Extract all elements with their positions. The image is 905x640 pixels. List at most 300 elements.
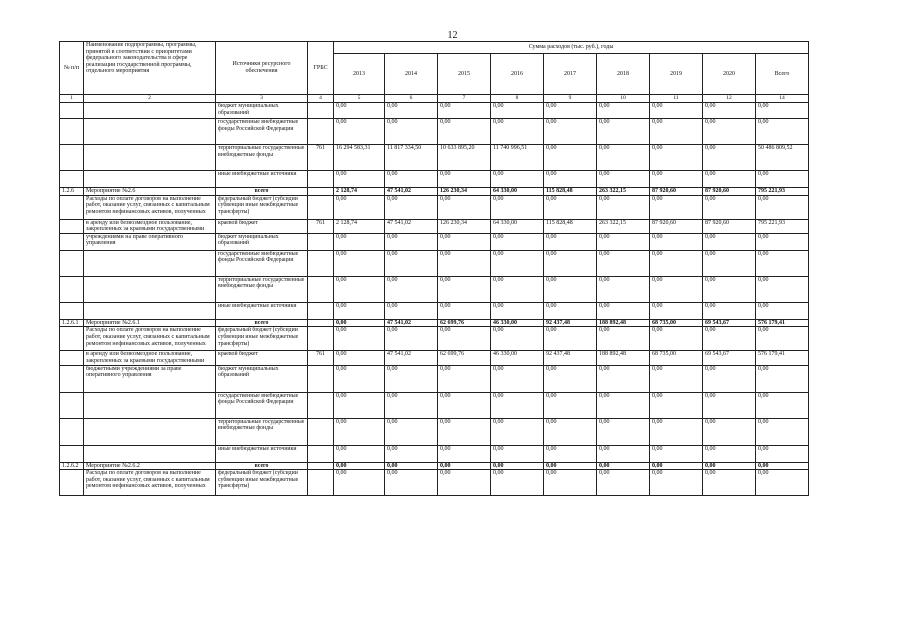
row-value: 0,00 [650,418,703,445]
row-value: 0,00 [650,462,703,470]
row-value: 0,00 [756,195,809,219]
row-value: 0,00 [650,195,703,219]
row-value: 0,00 [544,302,597,319]
row-name: Мероприятие №2.6 [84,188,216,196]
row-value: 0,00 [650,233,703,250]
row-source: государственные внебюджетные фонды Российской Федерации [216,392,308,418]
row-value: 0,00 [438,233,491,250]
row-value: 0,00 [756,445,809,462]
table-row [60,319,809,327]
row-value: 0,00 [544,276,597,302]
table-row [60,103,809,119]
row-grbs [308,418,334,445]
row-source: территориальные государственные внебюджетные фонды [216,418,308,445]
row-value: 0,00 [491,302,544,319]
row-value: 0,00 [650,119,703,145]
row-grbs [308,319,334,327]
row-name: учреждениями на праве оперативного управления [84,233,216,250]
row-source: всего [216,319,308,327]
row-value: 0,00 [334,327,385,351]
row-value: 0,00 [756,119,809,145]
row-number [60,470,84,496]
row-grbs [308,327,334,351]
table-row [60,233,809,250]
row-value: 0,00 [756,418,809,445]
row-name: в аренду или безвозмездное пользование, закрепленных за краевыми государственными [84,351,216,365]
row-value: 0,00 [334,250,385,276]
row-source: бюджет муниципальных образований [216,233,308,250]
row-value: 0,00 [544,392,597,418]
row-value: 0,00 [544,195,597,219]
row-value: 0,00 [491,276,544,302]
row-value: 115 828,48 [544,219,597,233]
header-year: 2014 [385,53,438,94]
column-number: 8 [491,95,544,103]
row-value: 0,00 [491,103,544,119]
row-value: 126 230,34 [438,188,491,196]
row-value: 0,00 [334,392,385,418]
row-value: 0,00 [597,445,650,462]
row-value: 795 221,93 [756,188,809,196]
row-value: 0,00 [385,418,438,445]
header-sum: Сумма расходов (тыс. руб.), годы [334,42,809,54]
row-name: Расходы по оплате договоров на выполнение работ, оказание услуг, связанных с капитальным ремонтом нефинансовых активов, полученных [84,470,216,496]
row-grbs [308,195,334,219]
row-grbs [308,365,334,392]
row-value: 0,00 [491,171,544,188]
row-value: 47 541,02 [385,319,438,327]
column-number: 12 [703,95,756,103]
row-name: в аренду или безвозмездное пользование, закрепленных за краевыми государственными [84,219,216,233]
row-source: всего [216,188,308,196]
row-value: 0,00 [756,276,809,302]
row-value: 0,00 [438,445,491,462]
row-value: 0,00 [334,119,385,145]
row-value: 87 920,60 [650,219,703,233]
row-source: иные внебюджетные источники [216,171,308,188]
row-value: 0,00 [438,250,491,276]
row-number: 1.2.6 [60,188,84,196]
table-row [60,250,809,276]
row-value: 0,00 [544,145,597,171]
table-row [60,445,809,462]
row-value: 0,00 [544,119,597,145]
row-name [84,418,216,445]
row-source: краевой бюджет [216,351,308,365]
row-grbs: 761 [308,351,334,365]
row-value: 0,00 [703,250,756,276]
row-value: 0,00 [491,470,544,496]
row-value: 0,00 [491,418,544,445]
row-value: 0,00 [703,276,756,302]
row-number [60,195,84,219]
row-value: 0,00 [650,470,703,496]
row-value: 0,00 [491,119,544,145]
row-number [60,250,84,276]
row-value: 0,00 [334,445,385,462]
row-value: 87 920,60 [703,188,756,196]
row-name [84,392,216,418]
row-value: 0,00 [756,233,809,250]
row-value: 0,00 [544,470,597,496]
row-grbs [308,276,334,302]
row-number [60,445,84,462]
row-grbs [308,233,334,250]
row-value: 0,00 [703,365,756,392]
header-grbs: ГРБС [308,42,334,95]
row-value: 0,00 [597,327,650,351]
row-value: 2 128,74 [334,188,385,196]
column-number: 4 [308,95,334,103]
row-value: 68 735,00 [650,351,703,365]
row-name [84,276,216,302]
row-value: 0,00 [491,392,544,418]
row-value: 87 920,60 [650,188,703,196]
column-number: 10 [597,95,650,103]
row-value: 0,00 [385,365,438,392]
row-value: 0,00 [597,470,650,496]
row-number [60,219,84,233]
column-number: 14 [756,95,809,103]
header-year: 2015 [438,53,491,94]
row-value: 0,00 [703,302,756,319]
row-grbs: 761 [308,219,334,233]
row-value: 0,00 [650,171,703,188]
row-value: 0,00 [334,302,385,319]
row-value: 0,00 [334,365,385,392]
row-value: 0,00 [491,462,544,470]
row-value: 0,00 [334,103,385,119]
row-value: 11 817 334,50 [385,145,438,171]
row-value: 92 437,48 [544,319,597,327]
row-grbs [308,119,334,145]
header-source: Источники ресурсного обеспечения [216,42,308,95]
row-value: 0,00 [385,302,438,319]
row-value: 0,00 [334,171,385,188]
header-name: Наименование подпрограммы, программы, принятой в соответствии с приоритетами федерального законодательства в сфере реализации государственной программы, отдельного мероприятия [84,42,216,95]
table-row [60,302,809,319]
budget-table [59,41,809,496]
row-value: 0,00 [703,233,756,250]
row-value: 0,00 [597,171,650,188]
row-value: 0,00 [438,276,491,302]
row-value: 0,00 [597,233,650,250]
row-value: 0,00 [385,233,438,250]
row-value: 0,00 [756,462,809,470]
row-name: бюджетными учреждениями за праве оперативного управления [84,365,216,392]
header-year: 2013 [334,53,385,94]
row-name: Расходы по оплате договоров на выполнение работ, оказание услуг, связанных с капитальным ремонтом нефинансовых активов, полученных [84,195,216,219]
column-number: 9 [544,95,597,103]
row-value: 0,00 [544,233,597,250]
row-grbs [308,445,334,462]
row-value: 0,00 [703,462,756,470]
row-value: 0,00 [385,119,438,145]
table-row [60,276,809,302]
row-value: 62 699,76 [438,319,491,327]
row-value: 0,00 [650,302,703,319]
table-row [60,462,809,470]
row-source: государственные внебюджетные фонды Российской Федерации [216,119,308,145]
row-value: 0,00 [438,418,491,445]
header-year: 2018 [597,53,650,94]
row-value: 0,00 [491,233,544,250]
row-number [60,119,84,145]
row-value: 0,00 [438,470,491,496]
header-no: № п/п [60,42,84,95]
row-number [60,171,84,188]
row-value: 0,00 [756,470,809,496]
row-value: 0,00 [756,250,809,276]
column-number: 11 [650,95,703,103]
row-value: 68 735,00 [650,319,703,327]
row-source: краевой бюджет [216,219,308,233]
row-value: 0,00 [756,171,809,188]
row-value: 0,00 [544,462,597,470]
table-row [60,327,809,351]
row-value: 0,00 [597,418,650,445]
row-name [84,171,216,188]
row-source: иные внебюджетные источники [216,445,308,462]
row-value: 64 330,00 [491,219,544,233]
row-value: 47 541,02 [385,219,438,233]
row-value: 0,00 [438,392,491,418]
row-value: 0,00 [597,276,650,302]
column-number: 7 [438,95,491,103]
row-value: 0,00 [385,462,438,470]
row-value: 16 294 583,31 [334,145,385,171]
row-value: 0,00 [491,365,544,392]
row-value: 0,00 [597,462,650,470]
row-value: 0,00 [544,250,597,276]
row-value: 46 330,00 [491,319,544,327]
row-value: 0,00 [438,119,491,145]
table-row [60,418,809,445]
row-value: 2 128,74 [334,219,385,233]
row-value: 47 541,02 [385,188,438,196]
row-value: 0,00 [703,145,756,171]
row-value: 0,00 [597,195,650,219]
row-value: 0,00 [597,365,650,392]
table-row [60,470,809,496]
row-value: 0,00 [703,392,756,418]
row-value: 92 437,48 [544,351,597,365]
row-value: 46 330,00 [491,351,544,365]
row-value: 0,00 [385,392,438,418]
row-value: 0,00 [650,392,703,418]
row-value: 0,00 [703,171,756,188]
row-value: 0,00 [544,103,597,119]
row-value: 795 221,93 [756,219,809,233]
row-number [60,327,84,351]
row-value: 0,00 [703,418,756,445]
row-value: 0,00 [597,145,650,171]
row-value: 0,00 [385,327,438,351]
table-row [60,219,809,233]
row-value: 188 892,48 [597,319,650,327]
row-value: 0,00 [756,327,809,351]
row-value: 0,00 [334,462,385,470]
table-row [60,195,809,219]
row-number [60,276,84,302]
row-number: 1.2.6.2 [60,462,84,470]
row-name: Мероприятие №2.6.2 [84,462,216,470]
row-grbs [308,103,334,119]
row-value: 0,00 [334,418,385,445]
row-grbs [308,462,334,470]
row-value: 0,00 [491,195,544,219]
row-value: 0,00 [438,171,491,188]
row-number [60,392,84,418]
row-source: всего [216,462,308,470]
row-number [60,233,84,250]
row-name: Мероприятие №2.6.1 [84,319,216,327]
row-grbs [308,392,334,418]
row-value: 0,00 [334,233,385,250]
row-grbs [308,188,334,196]
row-value: 0,00 [438,103,491,119]
column-number: 5 [334,95,385,103]
row-source: территориальные государственные внебюджетные фонды [216,276,308,302]
row-name [84,119,216,145]
row-number [60,145,84,171]
row-source: государственные внебюджетные фонды Российской Федерации [216,250,308,276]
row-value: 0,00 [438,195,491,219]
column-number: 6 [385,95,438,103]
table-row [60,365,809,392]
row-value: 0,00 [703,470,756,496]
row-value: 0,00 [650,327,703,351]
row-value: 0,00 [703,103,756,119]
row-value: 0,00 [334,319,385,327]
row-value: 263 322,15 [597,188,650,196]
row-value: 0,00 [597,302,650,319]
row-source: бюджет муниципальных образований [216,103,308,119]
row-value: 0,00 [650,103,703,119]
row-value: 50 486 809,52 [756,145,809,171]
row-value: 0,00 [756,103,809,119]
row-value: 0,00 [438,365,491,392]
row-value: 0,00 [385,445,438,462]
row-source: федеральный бюджет (субсидии субвенции иные межбюджетные трансферты) [216,470,308,496]
row-value: 69 543,67 [703,319,756,327]
row-grbs: 761 [308,145,334,171]
row-value: 87 920,60 [703,219,756,233]
table-row [60,351,809,365]
header-year: 2016 [491,53,544,94]
row-value: 0,00 [334,351,385,365]
row-value: 0,00 [544,327,597,351]
row-value: 0,00 [438,462,491,470]
row-value: 0,00 [334,470,385,496]
row-value: 0,00 [650,365,703,392]
column-number: 1 [60,95,84,103]
table-row [60,145,809,171]
header-year: Всего [756,53,809,94]
table-row [60,171,809,188]
row-name [84,103,216,119]
page-number: 12 [447,30,458,41]
row-value: 0,00 [491,327,544,351]
row-value: 11 740 996,51 [491,145,544,171]
row-grbs [308,250,334,276]
row-value: 0,00 [385,470,438,496]
header-year: 2017 [544,53,597,94]
row-value: 0,00 [597,392,650,418]
row-value: 0,00 [756,302,809,319]
row-value: 10 633 895,20 [438,145,491,171]
row-grbs [308,171,334,188]
row-value: 64 330,00 [491,188,544,196]
row-value: 0,00 [334,276,385,302]
header-year: 2020 [703,53,756,94]
row-value: 0,00 [703,327,756,351]
row-name: Расходы по оплате договоров на выполнение работ, оказание услуг, связанных с капитальным ремонтом нефинансовых активов, полученных [84,327,216,351]
row-value: 115 828,48 [544,188,597,196]
row-number [60,302,84,319]
row-value: 0,00 [491,250,544,276]
row-value: 0,00 [385,250,438,276]
row-value: 62 699,76 [438,351,491,365]
row-value: 69 543,67 [703,351,756,365]
row-grbs [308,302,334,319]
row-source: федеральный бюджет (субсидии субвенции иные межбюджетные трансферты) [216,195,308,219]
row-value: 263 322,15 [597,219,650,233]
row-value: 0,00 [756,392,809,418]
row-name [84,250,216,276]
row-name [84,302,216,319]
row-value: 0,00 [650,445,703,462]
row-value: 0,00 [385,195,438,219]
row-value: 0,00 [385,276,438,302]
row-value: 0,00 [491,445,544,462]
column-number: 2 [84,95,216,103]
row-value: 0,00 [650,145,703,171]
row-number [60,351,84,365]
row-value: 0,00 [438,302,491,319]
row-value: 0,00 [703,195,756,219]
row-value: 0,00 [756,365,809,392]
table-row [60,119,809,145]
row-value: 0,00 [438,327,491,351]
row-value: 0,00 [334,195,385,219]
row-value: 0,00 [544,445,597,462]
row-value: 0,00 [703,445,756,462]
row-value: 0,00 [597,250,650,276]
row-value: 0,00 [650,276,703,302]
row-value: 47 541,02 [385,351,438,365]
row-value: 0,00 [703,119,756,145]
row-number: 1.2.6.1 [60,319,84,327]
row-value: 0,00 [385,171,438,188]
row-value: 0,00 [597,103,650,119]
row-number [60,365,84,392]
row-number [60,103,84,119]
header-year: 2019 [650,53,703,94]
table-row [60,392,809,418]
row-grbs [308,470,334,496]
row-value: 0,00 [544,418,597,445]
row-value: 576 179,41 [756,351,809,365]
row-value: 0,00 [544,365,597,392]
row-value: 126 230,34 [438,219,491,233]
table-row [60,188,809,196]
row-value: 576 179,41 [756,319,809,327]
row-name [84,445,216,462]
row-value: 188 892,48 [597,351,650,365]
row-value: 0,00 [385,103,438,119]
row-number [60,418,84,445]
